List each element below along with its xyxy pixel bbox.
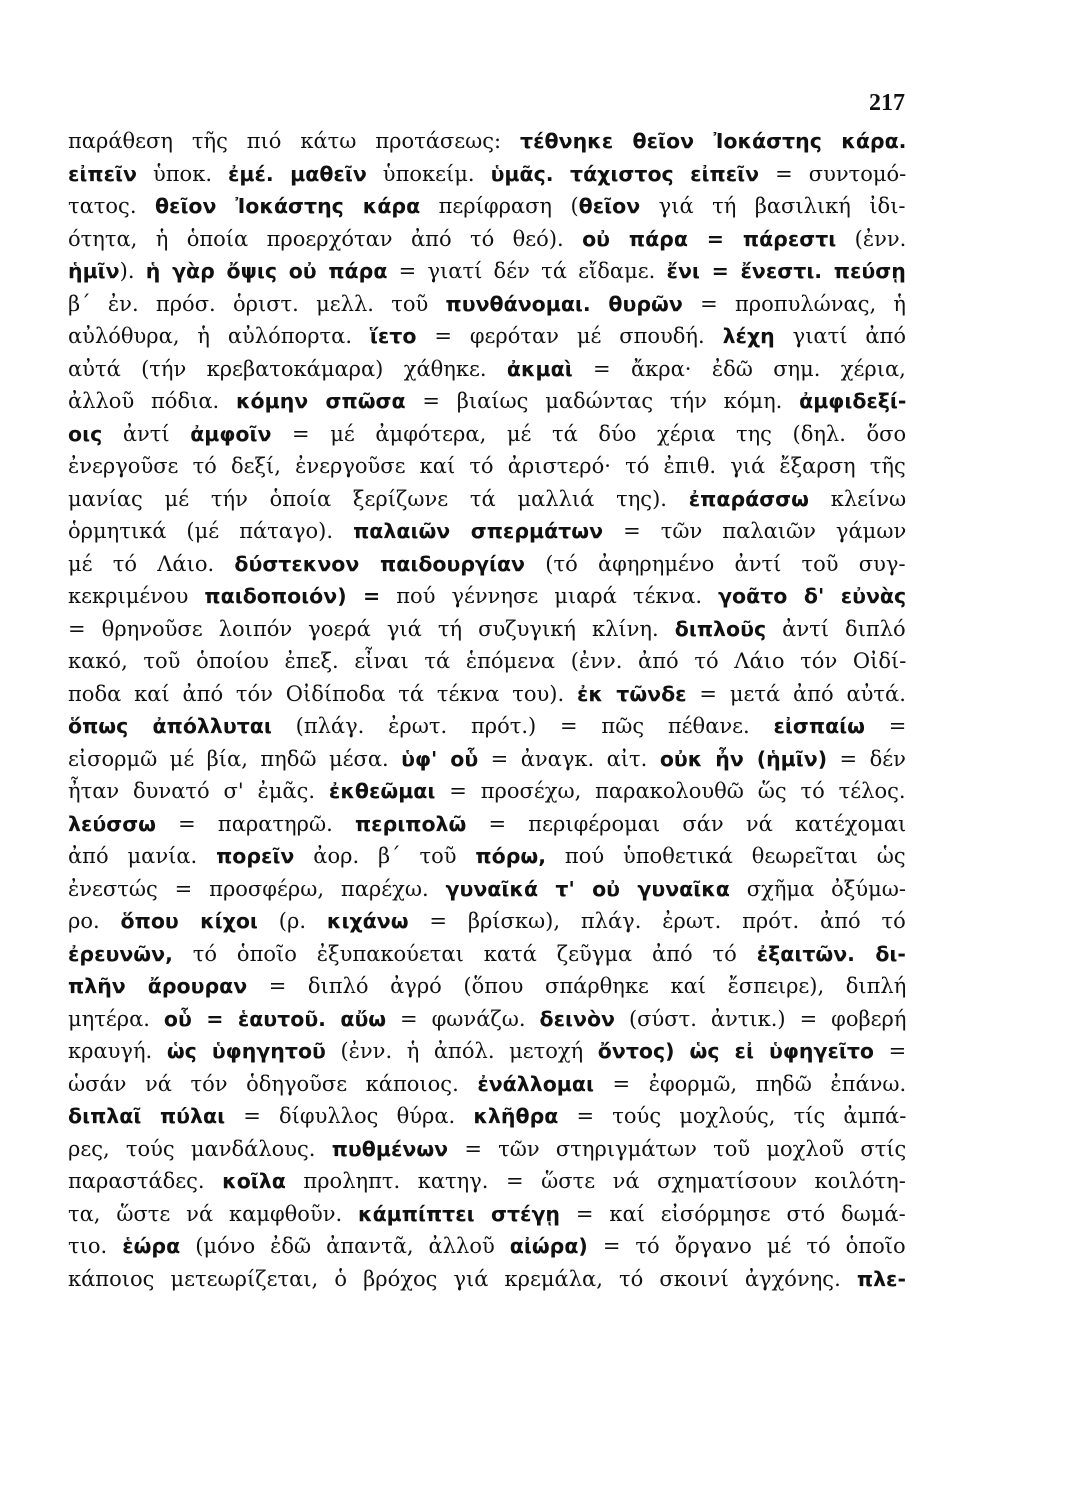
gloss-text: ἀλλοῦ πόδια. (68, 389, 236, 413)
gloss-text: (ἐνν. ἡ ἀπόλ. μετοχή (325, 1039, 598, 1063)
text-line (68, 288, 906, 321)
text-line (68, 125, 906, 158)
bold-term: τέθνηκε θεῖον Ἰοκάστης κάρα. (520, 129, 906, 153)
text-line (68, 1100, 906, 1133)
gloss-text: = (874, 1039, 906, 1063)
gloss-text: κακό, τοῦ ὁποίου ἐπεξ. εἶναι τά ἑπόμενα (ἐνν. ἀπό τό Λάιο τόν Οἰδί- (68, 649, 906, 673)
gloss-text: γιατί ἀπό (774, 324, 906, 348)
gloss-text: = παρατηρῶ. (155, 811, 355, 836)
gloss-text: (πλάγ. ἐρωτ. πρότ.) = πῶς πέθανε. (271, 714, 774, 738)
gloss-text: τιο. (68, 1234, 123, 1258)
gloss-text: κεκριμένου (68, 584, 205, 608)
bold-term: γοᾶτο δ' εὐνὰς (718, 584, 906, 608)
gloss-text: μέ τό Λάιο. (68, 551, 235, 576)
bold-term: ἐμέ. μαθεῖν (228, 161, 367, 186)
gloss-text: περίφραση ( (420, 194, 579, 218)
bold-term: πλῆν ἄρουραν (68, 974, 248, 998)
text-line (68, 320, 906, 353)
gloss-text: ἦταν δυνατό σ' ἐμᾶς. (68, 779, 329, 803)
bold-term: γυναῖκά τ' οὐ γυναῖκα (445, 876, 730, 901)
gloss-text: = δέν (827, 746, 906, 771)
bold-term: πυνθάνομαι. θυρῶν (445, 291, 683, 316)
gloss-text: παράθεση τῆς πιό κάτω προτάσεως: (68, 129, 521, 153)
bold-term: παιδοποιόν) = (204, 584, 381, 608)
gloss-text: ποδα καί ἀπό τόν Οἰδίποδα τά τέκνα του). (68, 681, 577, 706)
text-line (68, 450, 906, 483)
bold-term: παλαιῶν σπερμάτων (353, 519, 604, 543)
bold-term: ἐκθεῶμαι (328, 779, 436, 803)
gloss-text: ὑποκ. (136, 161, 229, 186)
bold-term: ἐνάλλομαι (477, 1071, 594, 1096)
text-line (68, 873, 906, 906)
bold-term: οὐκ ἦν (ἡμῖν) (659, 746, 828, 771)
gloss-text: = περιφέρομαι σάν νά κατέχομαι (466, 811, 906, 836)
gloss-text: τό ὁποῖο ἐξυπακούεται κατά ζεῦγμα ἀπό τό (172, 941, 757, 966)
gloss-text: = τούς μοχλούς, τίς ἀμπά- (558, 1104, 906, 1128)
bold-term: ἡμῖν (68, 259, 120, 283)
gloss-text: β΄ ἐν. πρόσ. ὁριστ. μελλ. τοῦ (68, 291, 446, 316)
text-line (68, 385, 906, 418)
text-line (68, 970, 906, 1003)
gloss-text: ἀπό μανία. (68, 844, 217, 868)
bold-term: πυθμένων (331, 1136, 449, 1161)
gloss-text: πού γέννησε μιαρά τέκνα. (380, 584, 719, 608)
bold-term: κοῖλα (222, 1169, 286, 1193)
bold-term: ἑώρα (122, 1234, 181, 1258)
gloss-text: τατος. (68, 194, 155, 218)
bold-term: ἐρευνῶν, (68, 941, 173, 966)
text-line (68, 808, 906, 841)
text-line (68, 1003, 906, 1036)
bold-term: πλε- (856, 1266, 906, 1291)
bold-term: ὑφ' οὗ (401, 746, 479, 771)
gloss-text: αὐλόθυρα, ἡ αὐλόπορτα. (68, 324, 370, 348)
gloss-text: κραυγή. (68, 1039, 167, 1063)
gloss-text: = προπυλώνας, ἡ (682, 291, 906, 316)
bold-term: ἀμφοῖν (190, 421, 272, 446)
gloss-text: ὡσάν νά τόν ὁδηγοῦσε κάποιος. (68, 1071, 478, 1096)
text-line (68, 775, 906, 808)
gloss-text: = θρηνοῦσε λοιπόν γοερά γιά τή συζυγική κλίνη. (68, 616, 675, 641)
bold-term: διπλοῦς (674, 616, 767, 641)
gloss-text: κλείνω (808, 486, 906, 511)
gloss-text: παραστάδες. (68, 1169, 223, 1193)
gloss-text: τα, ὥστε νά καμφθοῦν. (68, 1201, 359, 1226)
text-line (68, 840, 906, 873)
bold-term: ἐπαράσσω (688, 486, 809, 511)
bold-term: κλῆθρα (473, 1104, 559, 1128)
bold-term: λέχη (722, 324, 775, 348)
gloss-text: = συντομό- (759, 161, 906, 186)
gloss-text: ἀντί (102, 421, 191, 446)
text-line (68, 1198, 906, 1231)
bold-term: περιπολῶ (354, 811, 467, 836)
gloss-text: = ἀναγκ. αἰτ. (478, 746, 660, 771)
gloss-text: = ἐφορμῶ, πηδῶ ἐπάνω. (593, 1071, 906, 1096)
gloss-text: πού ὑποθετικά θεωρεῖται ὡς (546, 844, 906, 868)
gloss-text: = καί εἰσόρμησε στό δωμά- (560, 1201, 906, 1226)
text-line (68, 1035, 906, 1068)
gloss-text: = γιατί δέν τά εἴδαμε. (387, 259, 667, 283)
bold-term: θεῖον (578, 194, 641, 218)
gloss-text: = τό ὄργανο μέ τό ὁποῖο (587, 1234, 906, 1258)
bold-term: ἵετο (369, 324, 417, 348)
text-line (68, 710, 906, 743)
gloss-text: (ρ. (257, 909, 327, 933)
gloss-text: (ἐνν. (836, 226, 906, 251)
bold-term: ὅπου κίχοι (120, 909, 258, 933)
bold-term: οις (68, 421, 103, 446)
bold-term: λεύσσω (68, 811, 156, 836)
bold-term: πόρω, (475, 844, 547, 868)
gloss-text: μανίας μέ τήν ὁποία ξερίζωνε τά μαλλιά της). (68, 486, 689, 511)
text-line (68, 613, 906, 646)
bold-term: πορεῖν (216, 844, 295, 868)
gloss-text: ). (119, 259, 146, 283)
text-line (68, 1230, 906, 1263)
gloss-text: κάποιος μετεωρίζεται, ὁ βρόχος γιά κρεμάλα, τό σκοινί ἀγχόνης. (68, 1266, 857, 1291)
gloss-text: γιά τή βασιλική ἰδι- (640, 194, 906, 218)
bold-term: κάμπίπτει στέγῃ (358, 1201, 561, 1226)
gloss-text: = φερόταν μέ σπουδή. (416, 324, 723, 348)
bold-term: ὄντος) ὡς εἰ ὑφηγεῖτο (597, 1039, 875, 1063)
bold-term: ἡ γὰρ ὄψις οὐ πάρα (145, 259, 388, 283)
gloss-text: = ἄκρα· ἐδῶ σημ. χέρια, (572, 356, 906, 381)
text-line (68, 905, 906, 938)
text-line (68, 1263, 906, 1296)
bold-term: εἰσπαίω (773, 714, 865, 738)
gloss-text: μητέρα. (68, 1006, 164, 1031)
gloss-text: = τῶν παλαιῶν γάμων (603, 519, 906, 543)
text-line (68, 548, 906, 581)
gloss-text: ότητα, ἡ ὁποία προερχόταν ἀπό τό θεό). (68, 226, 583, 251)
gloss-text: ἐνεστώς = προσφέρω, παρέχω. (68, 876, 446, 901)
gloss-text: ἀντί διπλό (766, 616, 906, 641)
text-line (68, 645, 906, 678)
gloss-text: = τῶν στηριγμάτων τοῦ μοχλοῦ στίς (448, 1136, 906, 1161)
bold-term: οὐ πάρα = πάρεστι (582, 226, 837, 251)
text-line (68, 743, 906, 776)
bold-term: αἰώρα) (509, 1234, 588, 1258)
text-line (68, 678, 906, 711)
text-line (68, 190, 906, 223)
gloss-text: ἐνεργοῦσε τό δεξί, ἐνεργοῦσε καί τό ἀριστερό· τό ἐπιθ. γιά ἔξαρση τῆς (68, 454, 906, 478)
text-line (68, 580, 906, 613)
bold-term: ἐκ τῶνδε (576, 681, 687, 706)
text-line (68, 515, 906, 548)
text-line (68, 1133, 906, 1166)
gloss-text: = βρίσκω), πλάγ. ἐρωτ. πρότ. ἀπό τό (408, 909, 906, 933)
text-line (68, 938, 906, 971)
gloss-text: εἰσορμῶ μέ βία, πηδῶ μέσα. (68, 746, 402, 771)
gloss-text: προληπτ. κατηγ. = ὥστε νά σχηματίσουν κοιλότη- (285, 1169, 906, 1193)
gloss-text: = διπλό ἀγρό (ὅπου σπάρθηκε καί ἔσπειρε), διπλή (247, 974, 906, 998)
bold-term: οὗ = ἑαυτοῦ. αὔω (163, 1006, 387, 1031)
bold-term: δεινὸν (539, 1006, 616, 1031)
gloss-text: = μέ ἀμφότερα, μέ τά δύο χέρια της (δηλ. ὅσο (271, 421, 906, 446)
text-line (68, 353, 906, 386)
bold-term: κόμην σπῶσα (235, 389, 406, 413)
gloss-text: = μετά ἀπό αὐτά. (686, 681, 906, 706)
bold-term: δύστεκνον παιδουργίαν (234, 551, 526, 576)
gloss-text: (μόνο ἐδῶ ἀπαντᾶ, ἀλλοῦ (180, 1234, 510, 1258)
gloss-text: = προσέχω, παρακολουθῶ ὥς τό τέλος. (435, 779, 906, 803)
bold-term: ἔνι = ἔνεστι. πεύσῃ (666, 259, 906, 283)
gloss-text: = δίφυλλος θύρα. (225, 1104, 474, 1128)
gloss-text: (τό ἀφηρημένο ἀντί τοῦ συγ- (525, 551, 906, 576)
bold-term: ὑμᾶς. τάχιστος εἰπεῖν (490, 161, 760, 186)
main-text (68, 125, 906, 1295)
gloss-text: ὁρμητικά (μέ πάταγο). (68, 519, 354, 543)
text-line (68, 255, 906, 288)
bold-term: διπλαῖ πύλαι (68, 1104, 226, 1128)
text-line (68, 1165, 906, 1198)
gloss-text: ρο. (68, 909, 121, 933)
gloss-text: ἀορ. β΄ τοῦ (294, 844, 476, 868)
gloss-text: ὑποκείμ. (366, 161, 491, 186)
bold-term: ἐξαιτῶν. δι- (756, 941, 906, 966)
bold-term: ὅπως ἀπόλλυται (68, 714, 272, 738)
bold-term: ὡς ὑφηγητοῦ (166, 1039, 326, 1063)
text-line (68, 418, 906, 451)
bold-term: ἀκμαὶ (506, 356, 573, 381)
gloss-text: αὐτά (τήν κρεβατοκάμαρα) χάθηκε. (68, 356, 507, 381)
gloss-text: = βιαίως μαδώντας τήν κόμη. (405, 389, 800, 413)
bold-term: κιχάνω (326, 909, 409, 933)
bold-term: ἀμφιδεξί- (799, 389, 906, 413)
bold-term: θεῖον Ἰοκάστης κάρα (154, 194, 421, 218)
gloss-text: ρες, τούς μανδάλους. (68, 1136, 332, 1161)
text-line (68, 483, 906, 516)
gloss-text: = φωνάζω. (386, 1006, 540, 1031)
text-line (68, 158, 906, 191)
text-line (68, 223, 906, 256)
bold-term: εἰπεῖν (68, 161, 137, 186)
gloss-text: = (864, 714, 906, 738)
page-number: 217 (869, 90, 905, 116)
gloss-text: (σύστ. ἀντικ.) = φοβερή (615, 1006, 906, 1031)
gloss-text: σχῆμα ὀξύμω- (729, 876, 906, 901)
text-line (68, 1068, 906, 1101)
